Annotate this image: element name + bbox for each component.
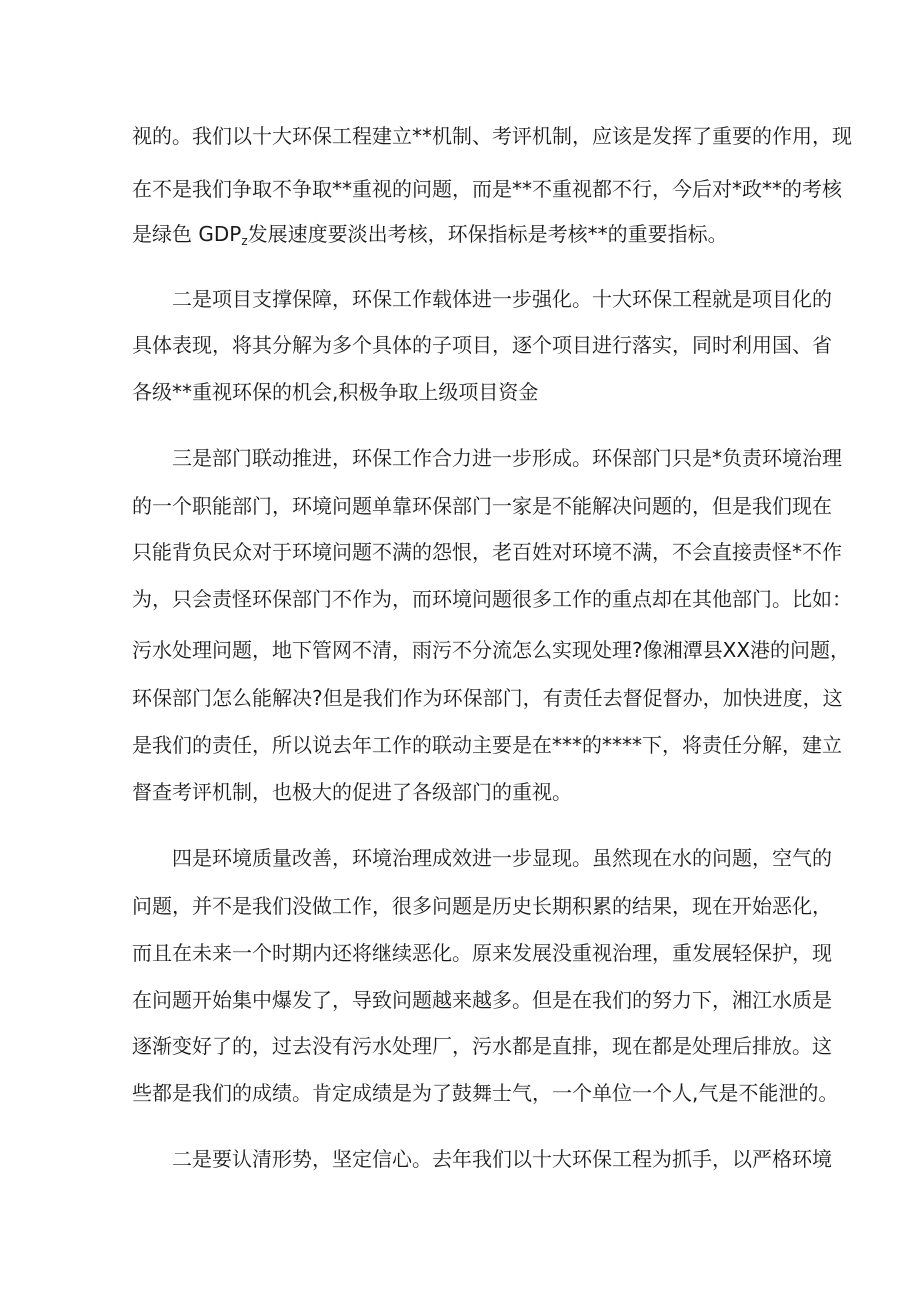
text-line: 视的。我们以十大环保工程建立**机制、考评机制，应该是发挥了重要的作用，现 (132, 124, 852, 148)
text-line: 的一个职能部门，环境问题单靠环保部门一家是不能解决问题的，但是我们现在 (132, 494, 832, 518)
text-line: 二是要认清形势，坚定信心。去年我们以十大环保工程为抓手，以严格环境 (172, 1147, 832, 1171)
text-line: 督查考评机制，也极大的促进了各级部门的重视。 (132, 780, 572, 804)
text-line: 环保部门怎么能解决?但是我们作为环保部门，有责任去督促督办，加快进度，这 (132, 686, 843, 710)
text-line: 逐渐变好了的，过去没有污水处理厂，污水都是直排，现在都是处理后排放。这 (132, 1034, 832, 1058)
text-line: 在不是我们争取不争取**重视的问题，而是**不重视都不行，今后对*政**的考核 (132, 177, 842, 201)
text-segment: 发展速度要淡出考核，环保指标是考核**的重要指标。 (247, 222, 728, 246)
text-line: 二是项目支撑保障，环保工作载体进一步强化。十大环保工程就是项目化的 (172, 287, 832, 311)
text-line: 各级**重视环保的机会,积极争取上级项目资金 (132, 380, 539, 404)
text-line: 问题，并不是我们没做工作，很多问题是历史长期积累的结果，现在开始恶化， (132, 894, 832, 918)
text-line: 在问题开始集中爆发了，导致问题越来越多。但是在我们的努力下，湘江水质是 (132, 988, 832, 1012)
text-line: 些都是我们的成绩。肯定成绩是为了鼓舞士气，一个单位一个人,气是不能泄的。 (132, 1081, 839, 1105)
text-line (132, 219, 802, 249)
text-line: 具体表现，将其分解为多个具体的子项目，逐个项目进行落实，同时利用国、省 (132, 333, 832, 357)
text-line: 为，只会责怪环保部门不作为，而环境问题很多工作的重点却在其他部门。比如： (132, 587, 852, 611)
text-line: 只能背负民众对于环境问题不满的怨恨，老百姓对环境不满，不会直接责怪*不作 (132, 540, 842, 564)
text-line: 三是部门联动推进，环保工作合力进一步形成。环保部门只是*负责环境治理 (172, 446, 842, 470)
text-line: 污水处理问题，地下管网不清，雨污不分流怎么实现处理?像湘潭县XX港的问题， (132, 638, 851, 662)
text-line: 是我们的责任，所以说去年工作的联动主要是在***的****下，将责任分解，建立 (132, 733, 842, 757)
subscript: z (241, 234, 248, 248)
text-line: 四是环境质量改善，环境治理成效进一步显现。虽然现在水的问题，空气的 (172, 846, 832, 870)
text-segment: 是绿色 GDP (132, 222, 242, 246)
text-line: 而且在未来一个时期内还将继续恶化。原来发展没重视治理，重发展轻保护，现 (132, 941, 832, 965)
